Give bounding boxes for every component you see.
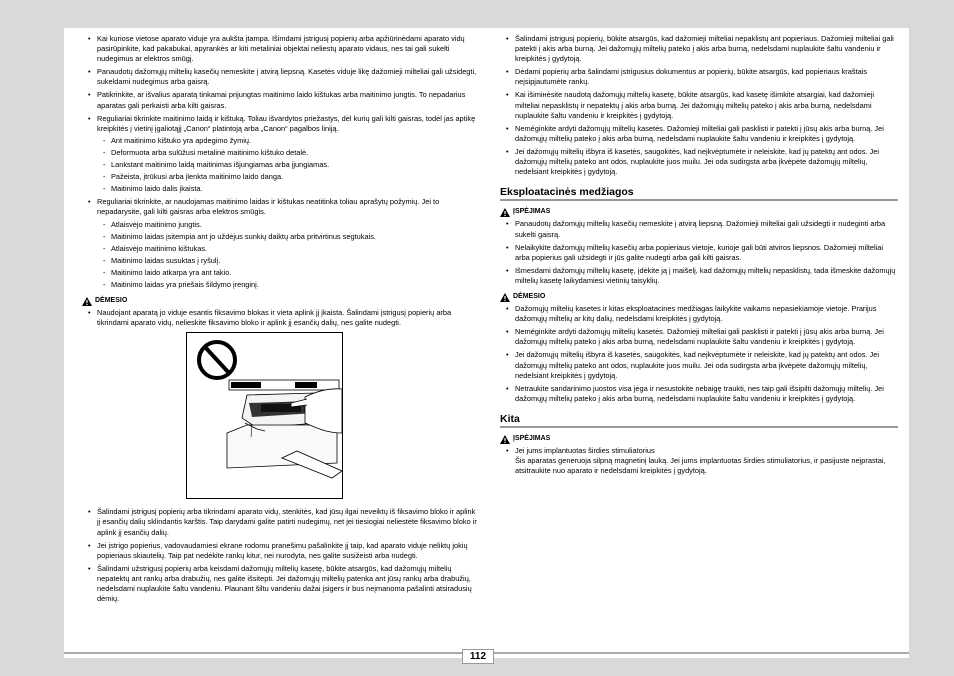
bullet-list-1 [82, 34, 478, 290]
warning-heading [500, 434, 898, 444]
list-item: • Panaudotų dažomųjų miltelių kasečių nemeskite į atvirą liepsną. Kasetės viduje likę dažomieji milteliai gali užsidegti, sukeldami nudegimus arba gaisrą. [82, 67, 478, 87]
sub-item: - Atlaisvėjo maitinimo kištukas. [97, 244, 478, 254]
list-item: • Išmesdami dažomųjų miltelių kasetę, įdėkite ją į maišelį, kad dažomųjų miltelių nepasklistų, tada išmeskite dažomųjų miltelių kasetę laikydamiesi vietinių taisyklių. [500, 266, 898, 286]
list-item-text: Reguliariai tikrinkite, ar naudojamas maitinimo laidas ir kištukas neatitinka toliau aprašytų požymių. Jei to nepadarysite, gali kilti gaisras arba elektros smūgis. [97, 197, 440, 217]
list-item: • Dažomųjų miltelių kasetes ir kitas eksploatacines medžiagas laikykite vaikams nepasiekiamoje vietoje. Prarijus dažomųjų miltelių ar kitų dalių, nedelsdami kreipkitės į gydytoją. [500, 304, 898, 324]
warning-triangle-icon [82, 297, 92, 306]
warning-triangle-icon [500, 208, 510, 217]
warning-list [500, 219, 898, 286]
sub-item: - Maitinimo laido atkarpa yra ant takio. [97, 268, 478, 278]
sub-item: - Maitinimo laidas įsitempia ant jo uždėjus sunkių daiktų arba pritvirtinus segtukais. [97, 232, 478, 242]
list-item [500, 446, 898, 476]
list-item-text: Reguliariai tikrinkite maitinimo laidą ir kištuką. Toliau išvardytos priežastys, dėl kurių gali kilti gaisras, todėl jas aptikę kreipkitės į vietinį įgaliotąjį „Canon“ platintoją arba „Canon“ pagalbos liniją. [97, 113, 476, 133]
list-item: • Nelaikykite dažomųjų miltelių kasečių arba popieriaus vietoje, kurioje gali būti atviros liepsnos. Dažomieji milteliai arba popierius gali užsidegti ir jūs galite nudegti arba gali kilti gaisras. [500, 243, 898, 263]
list-item: • Jei dažomųjų miltelių išbyra iš kasetės, saugokitės, kad neįkvėptumėte ir neleiskite, kad jų patektų ant odos. Jei dažomųjų miltelių pateko ant odos, nuplaukite juos muilu. Jei oda sudirgsta arba įkvėpėte dažomųjų miltelių, nedelsiant kreipkitės į gydytoją. [500, 147, 898, 177]
page-number: 112 [462, 649, 494, 664]
list-item [82, 197, 478, 290]
right-column [500, 34, 898, 479]
sub-item: - Maitinimo laidas susuktas į ryšulį. [97, 256, 478, 266]
left-column [82, 34, 478, 607]
caution-label: DĖMESIO [513, 292, 546, 300]
caution-heading [82, 296, 478, 306]
sub-item: - Deformuota arba sulūžusi metalinė maitinimo kištuko detalė. [97, 148, 478, 158]
bullet-list-top [500, 34, 898, 177]
sub-item: - Maitinimo laido dalis įkaista. [97, 184, 478, 194]
warning-label: ĮSPĖJIMAS [513, 435, 551, 442]
list-item: • Kai išimінėsite naudotą dažomųjų miltelių kasetę, būkite atsargūs, kad kasetę išimkite atsargiai, kad dažomieji milteliai nepasklistų ir nepatektų į akis arba burną. Jei dažomųjų miltelių pateko į akis arba burną, nedelsdami nuplaukite šaltu vandeniu ir kreipkitės į gydytoją. [500, 90, 898, 120]
list-item: • Naudojant aparatą jo viduje esantis fiksavimo blokas ir vieta aplink jį įkaista. Šalindami įstrigusį popierių arba tikrindami aparato vidų, nelieskite fiksavimo bloko ir aplink jį esančių dalių, nes galite nudegti. [82, 308, 478, 328]
bullet-list-3 [82, 507, 478, 604]
sub-item: - Pažeista, įtrūkusi arba įlenkta maitinimo laido danga. [97, 172, 478, 182]
list-item: • Šalindami įstrigusį popierių arba tikrindami aparato vidų, stenkitės, kad jūsų ilgai neveiktų iš fiksavimo bloko ir aplink jį esančių dalių sklindantis karštis. Taip darydami galite patirti nudegimų, net jei tiesiogiai neliestėte fiksavimo bloko ir aplink jį esančių dalių. [82, 507, 478, 537]
sub-list [97, 220, 478, 291]
other-warning-list [500, 446, 898, 476]
list-item: • Dėdami popierių arba šalindami įstrigusius dokumentus ar popierių, būkite atsargūs, kad popieriaus kraštais neįsipjautumėte rankų. [500, 67, 898, 87]
document-page [64, 28, 909, 662]
sub-list [97, 136, 478, 194]
caution-heading [500, 292, 898, 302]
sub-item: - Lankstant maitinimo laidą maitinimas išjungiamas arba įjungiamas. [97, 160, 478, 170]
caution-list [500, 304, 898, 404]
sub-item: - Atlaisvėjo maitinimo jungtis. [97, 220, 478, 230]
caution-label: DĖMESIO [95, 297, 128, 305]
caution-list [82, 308, 478, 328]
list-item: • Panaudotų dažomųjų miltelių kasečių nemeskite į atvirą liepsną. Dažomieji milteliai gali užsidegti ir nudeginti arba sukelti gaisrą. [500, 219, 898, 239]
list-item: • Netraukite sandarinimo juostos visa jėga ir nesustokite nebaigę traukti, nes taip gali išsipilti dažomųjų miltelių. Jei dažomųjų miltelių pateko į akis arba burną, nedelsdami nuplaukite šaltu vandeniu ir kreipkitės į gydytoją. [500, 384, 898, 404]
list-item: • Šalindami įstrigusį popierių, būkite atsargūs, kad dažomieji milteliai nepaklistų ant popieriaus. Dažomieji milteliai gali patekti į akis arba burną. Jei dažomųjų miltelių pateko į akis arba burną, nedelsdami nuplaukite šaltu vandeniu ir kreipkitės į gydytoją. [500, 34, 898, 64]
sub-item: - Ant maitinimo kištuko yra apdegimo žymių. [97, 136, 478, 146]
section-title-consumables: Eksploatacinės medžiagos [500, 187, 898, 201]
list-item: • Šalindami užstrigusį popierių arba keisdami dažomųjų miltelių kasetę, būkite atsargūs, kad dažomųjų miltelių nepatektų ant rankų arba drabužių, nes galite išsitepti. Jei dažomųjų miltelių patenka ant jūsų rankų arba drabužių, nedelsdami nuplaukite šaltu vandeniu. Plaunant šiltu vandeniu dažai įsigers ir bus neįmanoma pašalinti atsiradusių dėmių. [82, 564, 478, 604]
list-item: • Jei dažomųjų miltelių išbyra iš kasetės, saugokitės, kad neįkvėptumėte ir neleiskite, kad jų patektų ant odos. Jei dažomųjų miltelių pateko ant odos, nuplaukite juos muilu. Jei oda sudirgsta arba įkvėpėte dažomųjų miltelių, nedelsiant kreipkitės į gydytoją. [500, 350, 898, 380]
list-item: • Patikrinkite, ar išvalius aparatą tinkamai prijungtas maitinimo laido kištukas arba maitinimo jungtis. To nepadarius aparatas gali perkaisti arba kilti gaisras. [82, 90, 478, 110]
list-item: • Kai kuriose vietose aparato viduje yra aukšta įtampa. Išimdami įstrigusį popierių arba apžiūrinėdami aparato vidų pasirūpinkite, kad pakabukai, apyrankės ar kiti metaliniai objektai neliestų aparato vidaus, nes tai gali sukelti nudegimus ar elektros smūgį. [82, 34, 478, 64]
list-item-heading: • Jei jums implantuotas širdies stimuliatorius [515, 446, 655, 456]
list-item [82, 114, 478, 195]
sub-item: - Maitinimo laidas yra priešais šildymo įrenginį. [97, 280, 478, 290]
warning-triangle-icon [500, 435, 510, 444]
list-item-text: Šis aparatas generuoja silpną magnetinį lauką. Jei jums implantuotas širdies stimuliatorius, ir pasijuste neįprastai, atsitraukite nuo aparato ir nedelsdami kreipkitės į gydytoją. [515, 456, 886, 476]
warning-label: ĮSPĖJIMAS [513, 208, 551, 216]
printer-hand-image [187, 333, 342, 498]
list-item: • Neméginkite ardyti dažomųjų miltelių kasetės. Dažomieji milteliai gali pasklisti ir patekti į jūsų akis arba burną. Jei dažomųjų miltelių pateko į akis arba burną, nedelsdami nuplaukite šaltu vandeniu ir kreipkitės į gydytoją. [500, 124, 898, 144]
section-title-other: Kita [500, 414, 898, 428]
list-item: • Neméginkite ardyti dažomųjų miltelių kasetės. Dažomieji milteliai gali pasklisti ir patekti į jūsų akis arba burną. Jei dažomųjų miltelių pateko į akis arba burną, nedelsdami nuplaukite šaltu vandeniu ir kreipkitės į gydytoją. [500, 327, 898, 347]
warning-triangle-icon [500, 293, 510, 302]
warning-heading [500, 207, 898, 217]
list-item: • Jei įstrigo popierius, vadovaudamiesi ekrane rodomu pranešimu pašalinkite jį taip, kad aparato viduje neliktų jokių popieriaus skiautelių. Taip pat nedėkite rankų kitur, nei nurodyta, nes galite susižeisti arba nudegti. [82, 541, 478, 561]
printer-illustration [186, 332, 343, 499]
